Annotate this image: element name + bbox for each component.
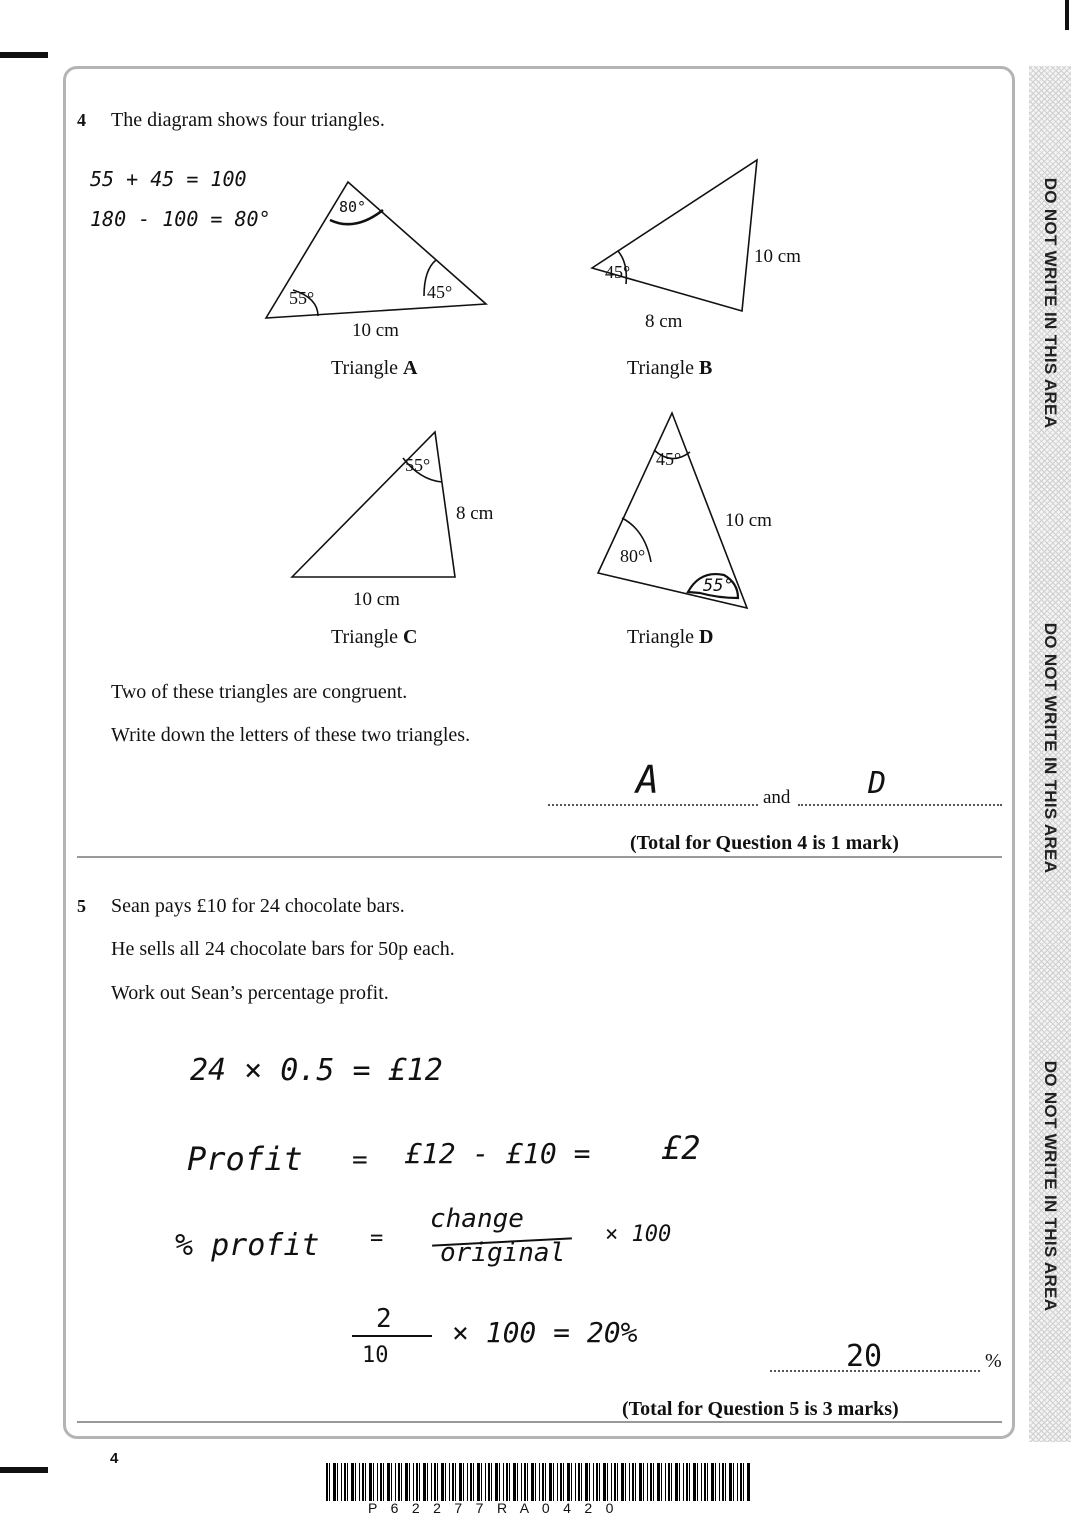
- triangle-d-angle-top: 45°: [656, 449, 682, 469]
- triangle-c-angle: 55°: [405, 455, 431, 475]
- triangle-a-title: Triangle A: [331, 357, 418, 379]
- q5-work-fraction-numerator: change: [430, 1204, 524, 1234]
- margin-notice-2: DO NOT WRITE IN THIS AREA: [1041, 622, 1060, 874]
- q4-answer-line-2: [798, 804, 1002, 806]
- q4-answer-first: A: [636, 758, 659, 802]
- q5-divider: [77, 1421, 1002, 1423]
- q5-work-profit-equals: =: [352, 1145, 368, 1175]
- q5-number: 5: [77, 896, 86, 916]
- q5-work-profit-label: Profit: [187, 1140, 303, 1178]
- q5-line2: He sells all 24 chocolate bars for 50p each.: [111, 938, 455, 960]
- triangle-b-side-length: 10 cm: [754, 246, 801, 267]
- triangle-c-title: Triangle C: [331, 626, 418, 648]
- q4-total: (Total for Question 4 is 1 mark): [630, 832, 899, 854]
- q4-stem: The diagram shows four triangles.: [111, 109, 385, 131]
- triangle-a-angle-right: 45°: [427, 282, 453, 302]
- triangle-d-side-length: 10 cm: [725, 510, 772, 531]
- q5-work-final-rest: × 100 = 20%: [452, 1316, 638, 1349]
- q5-answer: 20: [846, 1339, 883, 1374]
- margin-notice-3: DO NOT WRITE IN THIS AREA: [1041, 1060, 1060, 1312]
- q5-answer-unit: %: [985, 1350, 1002, 1372]
- q5-work-final-bar: [352, 1335, 432, 1337]
- triangle-c-base-length: 10 cm: [353, 589, 400, 610]
- q4-working-line1: 55 + 45 = 100: [90, 167, 247, 191]
- q4-answer-line-1: [548, 804, 758, 806]
- margin-notice-1: DO NOT WRITE IN THIS AREA: [1041, 177, 1060, 429]
- q5-work-final-numerator: 2: [376, 1304, 392, 1334]
- q4-line2: Write down the letters of these two triangles.: [111, 724, 471, 746]
- q5-line1: Sean pays £10 for 24 chocolate bars.: [111, 895, 405, 917]
- q5-work-multiplier: × 100: [605, 1222, 672, 1247]
- triangle-d-angle-right: 55°: [703, 576, 734, 596]
- q4-working-line2: 180 - 100 = 80°: [90, 207, 271, 231]
- q4-answer-second: D: [868, 766, 887, 801]
- q5-work-line1: 24 × 0.5 = £12: [190, 1053, 443, 1088]
- q5-work-final-denominator: 10: [362, 1343, 389, 1368]
- q4-answer-and: and: [763, 787, 791, 808]
- triangle-a-base-length: 10 cm: [352, 320, 399, 341]
- q4-divider: [77, 856, 1002, 858]
- page-number: 4: [110, 1450, 119, 1467]
- triangle-d-angle-left: 80°: [620, 546, 646, 566]
- barcode: [326, 1463, 750, 1501]
- q5-total: (Total for Question 5 is 3 marks): [622, 1398, 899, 1420]
- q5-work-profit-expression: £12 - £10 =: [405, 1137, 591, 1170]
- q5-work-percent-equals: =: [370, 1226, 384, 1251]
- q5-work-profit-result: £2: [662, 1129, 701, 1167]
- triangle-c-shape: [292, 432, 455, 577]
- triangle-c-side-length: 8 cm: [456, 503, 494, 524]
- triangle-b-title: Triangle B: [627, 357, 713, 379]
- triangle-b-shape: [592, 160, 757, 311]
- triangle-a-angle-left: 55°: [289, 288, 315, 308]
- q5-work-fraction-denominator: original: [440, 1238, 566, 1268]
- q4-line1: Two of these triangles are congruent.: [111, 681, 408, 703]
- triangle-b-angle: 45°: [605, 262, 631, 282]
- q5-work-percent-label: % profit: [175, 1228, 320, 1263]
- barcode-text: P 6 2 2 7 7 R A 0 4 2 0: [368, 1500, 619, 1516]
- q5-line3: Work out Sean’s percentage profit.: [111, 982, 389, 1004]
- triangle-b-base-length: 8 cm: [645, 311, 683, 332]
- triangle-d-title: Triangle D: [627, 626, 714, 648]
- q4-number: 4: [77, 110, 86, 130]
- triangle-a-angle-top: 80°: [339, 198, 367, 216]
